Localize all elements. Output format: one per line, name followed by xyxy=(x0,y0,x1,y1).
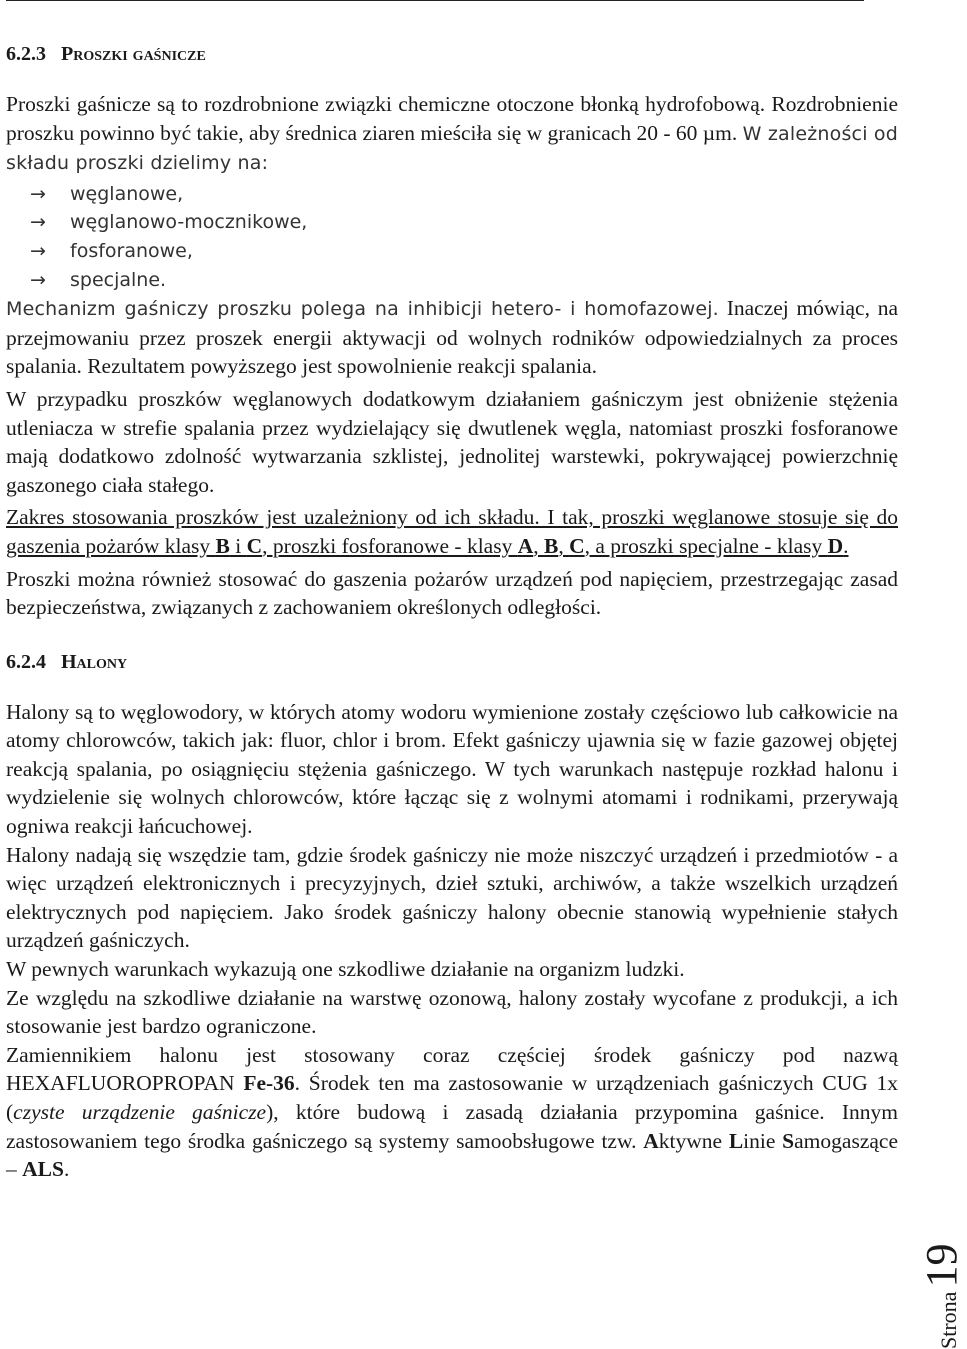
list-item: → specjalne. xyxy=(30,266,898,295)
intro-paragraph: Proszki gaśnicze są to rozdrobnione związki chemiczne otoczone błonką hydrofobową. Rozdrobnienie proszku powinno być takie, aby średnica ziaren mieściła się w granicach 20 - 60 µm. W zależności od składu proszki dzielimy na: xyxy=(6,92,899,175)
section-title: Proszki gaśnicze xyxy=(61,43,206,65)
arrow-right-icon: → xyxy=(30,239,46,262)
page-number xyxy=(916,1244,967,1349)
section-624-heading xyxy=(6,648,898,676)
halon-paragraph-3: W pewnych warunkach wykazują one szkodliwe działanie na organizm ludzki. xyxy=(6,957,685,982)
section-number: 6.2.4 xyxy=(6,650,46,673)
types-lead: W zależności od składu proszki dzielimy na: xyxy=(6,122,899,175)
list-item: → węglanowe, xyxy=(30,180,898,209)
section-623-heading xyxy=(6,40,898,68)
arrow-right-icon: → xyxy=(30,182,46,205)
top-rule xyxy=(6,0,864,1)
halon-paragraph-1: Halony są to węglowodory, w których atomy wodoru wymienione zostały częściowo lub całkowicie na atomy chlorowców, takich jak: fluor, chlor i brom. Efekt gaśniczy ujawnia się w fazie gazowej objętej reakcją spalania, po osiągnięciu stężenia gaśniczego. W tych warunkach następuje rozkład halonu i wydzielenie się wolnych chlorowców, które łącząc się z wolnymi atomami i rodnikami, przerywają ogniwa reakcji łańcuchowej. xyxy=(6,699,898,839)
powder-types-list xyxy=(6,180,898,294)
document-body xyxy=(6,26,898,1184)
halon-paragraph-4: Ze względu na szkodliwe działanie na warstwę ozonową, halony zostały wycofane z produkcji, a ich stosowanie jest bardzo ograniczone. xyxy=(6,985,898,1039)
electric-paragraph: Proszki można również stosować do gaszenia pożarów urządzeń pod napięciem, przestrzegając zasad bezpieczeństwa, związanych z zachowaniem określonych odległości. xyxy=(6,566,898,620)
scope-paragraph: Zakres stosowania proszków jest uzależniony od ich składu. I tak, proszki węglanowe stosuje się do gaszenia pożarów klasy B i C, proszki fosforanowe - klasy A, B, C, a proszki specjalne - klasy D. xyxy=(6,505,898,558)
arrow-right-icon: → xyxy=(30,211,46,234)
effect-paragraph: W przypadku proszków węglanowych dodatkowym działaniem gaśniczym jest obniżenie stężenia utleniacza w strefie spalania przez wydzielający się dwutlenek węgla, natomiast proszki fosforanowe mają dodatkowo zdolność wytwarzania szklistej, jednolitej warstewki, pokrywającej powierzchnię gaszonego ciała stałego. xyxy=(6,386,898,497)
page-label: Strona xyxy=(936,1291,961,1349)
mechanism-paragraph: Mechanizm gaśniczy proszku polega na inhibicji hetero- i homofazowej. Inaczej mówiąc, na przejmowaniu przez proszek energii aktywacji od wolnych rodników odpowiedzialnych za proces spalania. Rezultatem powyższego jest spowolnienie reakcji spalania. xyxy=(6,296,899,379)
page-number-value: 19 xyxy=(917,1243,966,1288)
arrow-right-icon: → xyxy=(30,268,46,291)
list-item: → węglanowo-mocznikowe, xyxy=(30,208,898,237)
section-number: 6.2.3 xyxy=(6,43,46,65)
section-title: Halony xyxy=(61,650,128,673)
list-item: → fosforanowe, xyxy=(30,237,898,266)
halon-paragraph-2: Halony nadają się wszędzie tam, gdzie środek gaśniczy nie może niszczyć urządzeń i przedmiotów - a więc urządzeń elektronicznych i precyzyjnych, dzieł sztuki, archiwów, a także wszelkich urządzeń elektrycznych pod napięciem. Jako środek gaśniczy halony obecnie stanowią wypełnienie stałych urządzeń gaśniczych. xyxy=(6,842,898,953)
halon-paragraph-5: Zamiennikiem halonu jest stosowany coraz częściej środek gaśniczy pod nazwą HEXAFLUOROPROPAN Fe-36. Środek ten ma zastosowanie w urządzeniach gaśniczych CUG 1x (czyste urządzenie gaśnicze), które budową i zasadą działania przypomina gaśnice. Innym zastosowaniem tego środka gaśniczego są systemy samoobsługowe tzw. Aktywne Linie Samogaszące – ALS. xyxy=(6,1042,898,1182)
